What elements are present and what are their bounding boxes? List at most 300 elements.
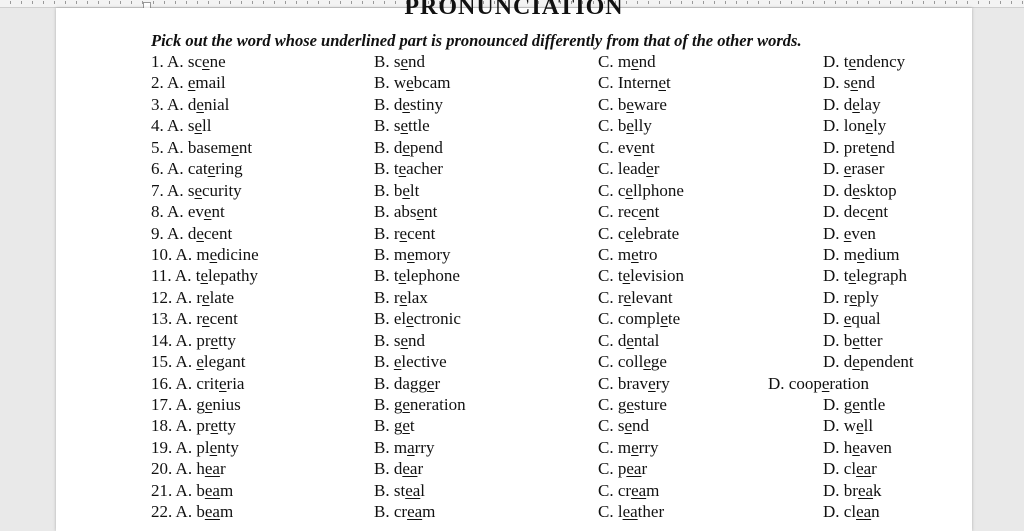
underlined-part: e — [400, 52, 409, 71]
option-label: C. — [598, 287, 618, 307]
word-part: d — [187, 94, 197, 114]
option-d — [823, 459, 877, 479]
word-part: pr — [196, 330, 211, 350]
ruler-tick — [989, 1, 990, 4]
underlined-part: e — [852, 352, 860, 372]
word-part: t — [393, 159, 399, 179]
word-part: h — [843, 437, 853, 457]
word-part: tty — [218, 330, 237, 350]
underlined-part: e — [626, 94, 634, 114]
word-part: n — [871, 502, 880, 522]
option-label: C. — [598, 159, 618, 179]
option-b — [374, 73, 451, 93]
word-part: ly — [873, 116, 887, 136]
underlined-part: e — [207, 159, 216, 179]
word-part: d — [187, 223, 197, 243]
underlined-part: e — [398, 266, 407, 286]
option-label: C. — [598, 73, 618, 93]
underlined-part: ea — [204, 502, 220, 522]
option-a — [151, 116, 211, 136]
option-label: 9. A. — [151, 223, 188, 243]
word-part: pr — [196, 416, 211, 436]
option-label: C. — [598, 266, 618, 286]
word-part: m — [219, 502, 234, 522]
underlined-part: e — [402, 94, 410, 114]
word-part: lead — [617, 159, 647, 179]
underlined-part: e — [406, 73, 414, 93]
underlined-part: e — [196, 223, 204, 243]
word-part: dicine — [217, 244, 259, 264]
word-part: ll — [863, 416, 874, 436]
option-c — [598, 95, 667, 115]
word-part: cl — [843, 502, 857, 522]
option-c — [598, 224, 679, 244]
option-b — [374, 245, 451, 265]
option-label: 19. A. — [151, 437, 197, 457]
option-d — [823, 245, 900, 265]
word-part: m — [843, 244, 858, 264]
word-part: b — [393, 180, 403, 200]
word-part: nt — [238, 137, 253, 157]
option-label: D. — [823, 223, 844, 243]
option-d — [823, 52, 905, 72]
underlined-part: e — [625, 180, 633, 200]
underlined-part: e — [848, 266, 857, 286]
underlined-part: e — [856, 416, 864, 436]
word-part: d — [843, 180, 853, 200]
option-label: D. — [823, 137, 844, 157]
option-label: 6. A. — [151, 159, 188, 179]
option-label: B. — [374, 459, 394, 479]
option-d — [823, 502, 880, 522]
option-b — [374, 266, 460, 286]
underlined-part: e — [402, 137, 410, 157]
word-part: rec — [617, 202, 639, 222]
option-b — [374, 331, 425, 351]
option-d — [823, 159, 884, 179]
option-label: C. — [598, 352, 618, 372]
option-label: B. — [374, 94, 394, 114]
word-part: ll — [202, 116, 212, 136]
word-part: brav — [617, 373, 649, 393]
word-part: lly — [633, 116, 652, 136]
word-part: nd — [632, 416, 650, 436]
underlined-part: e — [867, 202, 875, 222]
word-part: cent — [203, 223, 233, 243]
option-d — [823, 224, 876, 244]
underlined-part: e — [821, 373, 830, 393]
underlined-part: e — [187, 73, 196, 93]
word-part: ctronic — [413, 309, 461, 329]
option-label: C. — [598, 437, 618, 457]
word-part: sture — [633, 395, 667, 414]
option-a — [151, 266, 258, 286]
underlined-part: e — [870, 137, 878, 157]
underlined-part: e — [210, 330, 219, 350]
word-part: cr — [617, 480, 632, 500]
underlined-part: e — [850, 73, 858, 93]
underlined-part: e — [231, 137, 239, 157]
option-d — [823, 138, 895, 158]
option-label: D. — [823, 266, 844, 286]
option-label: C. — [598, 52, 618, 71]
option-label: D. — [823, 416, 844, 436]
option-label: 14. A. — [151, 330, 197, 350]
option-label: D. — [823, 159, 844, 179]
option-label: 20. A. — [151, 459, 197, 479]
word-part: g — [393, 395, 403, 414]
word-part: r — [196, 309, 203, 329]
underlined-part: e — [400, 330, 409, 350]
option-label: B. — [374, 330, 394, 350]
underlined-part: ea — [626, 459, 642, 479]
option-label: B. — [374, 137, 394, 157]
option-label: 12. A. — [151, 287, 197, 307]
option-c — [598, 116, 652, 136]
word-part: w — [393, 73, 407, 93]
option-label: 18. A. — [151, 416, 197, 436]
option-c — [598, 52, 656, 72]
option-label: C. — [598, 480, 618, 500]
word-part: nt — [646, 202, 660, 222]
option-label: D. — [823, 116, 844, 136]
option-label: 10. A. — [151, 244, 197, 264]
word-part: r — [393, 287, 400, 307]
word-part: nd — [877, 137, 895, 157]
underlined-part: e — [849, 287, 857, 307]
word-part: rry — [638, 437, 659, 457]
option-label: B. — [374, 309, 394, 329]
ruler-tick — [54, 1, 55, 4]
option-a — [151, 224, 232, 244]
option-label: 8. A. — [151, 202, 188, 222]
underlined-part: e — [633, 137, 642, 157]
word-part: r — [843, 287, 850, 307]
word-part: abs — [393, 202, 417, 222]
option-label: C. — [598, 373, 618, 393]
option-d — [823, 352, 914, 372]
word-part: rry — [414, 437, 435, 457]
word-part: s — [393, 116, 401, 136]
word-part: llphone — [632, 180, 684, 200]
option-label: 1. A. — [151, 52, 188, 71]
option-label: 17. A. — [151, 395, 197, 414]
option-label: D. — [823, 437, 844, 457]
word-part: cr — [393, 502, 408, 522]
word-part: cent — [209, 309, 238, 329]
option-b — [374, 138, 443, 158]
word-part: nt — [211, 202, 225, 222]
underlined-part: e — [194, 116, 203, 136]
word-part: curity — [202, 180, 242, 200]
option-label: 21. A. — [151, 480, 197, 500]
word-part: d — [843, 94, 853, 114]
underlined-part: e — [848, 52, 857, 71]
word-part: bcam — [413, 73, 451, 93]
word-part: h — [196, 459, 205, 479]
ruler-tick — [10, 1, 11, 4]
word-part: nt — [874, 202, 889, 222]
word-part: g — [617, 395, 627, 414]
word-part: c — [617, 223, 626, 243]
option-b — [374, 502, 435, 522]
underlined-part: e — [194, 180, 203, 200]
word-part: nd — [857, 73, 875, 93]
underlined-part: e — [406, 309, 414, 329]
word-part: b — [196, 480, 205, 500]
underlined-part: e — [626, 395, 634, 414]
word-part: ntal — [633, 330, 660, 350]
option-b — [374, 288, 428, 308]
option-label: C. — [598, 330, 618, 350]
underlined-part: ea — [405, 480, 421, 500]
word-part: d — [393, 459, 403, 479]
word-part: pret — [843, 137, 871, 157]
underlined-part: e — [402, 395, 410, 414]
word-part: r — [653, 159, 660, 179]
instruction-text: Pick out the word whose underlined part is pronounced differently from that of the other words. — [151, 31, 802, 50]
ruler-tick — [1022, 1, 1023, 4]
option-b — [374, 395, 466, 415]
word-part: lephone — [406, 266, 460, 286]
underlined-part: e — [622, 266, 631, 286]
word-part: lt — [409, 180, 420, 200]
option-label: D. — [823, 202, 844, 222]
option-label: 3. A. — [151, 94, 188, 114]
word-part: b — [196, 502, 205, 522]
option-b — [374, 202, 437, 222]
word-part: b — [843, 330, 853, 350]
option-c — [598, 309, 680, 329]
option-d — [823, 116, 886, 136]
word-part: sktop — [859, 180, 897, 200]
word-part: t — [393, 266, 399, 286]
option-c — [598, 459, 647, 479]
word-part: b — [617, 116, 627, 136]
word-part: ven — [851, 223, 876, 243]
option-label: C. — [598, 94, 618, 114]
option-label: B. — [374, 287, 394, 307]
option-label: B. — [374, 180, 394, 200]
option-d — [823, 266, 907, 286]
word-part: r — [417, 459, 424, 479]
underlined-part: e — [643, 352, 651, 372]
option-b — [374, 309, 461, 329]
option-label: C. — [598, 202, 618, 222]
option-label: 13. A. — [151, 309, 197, 329]
option-a — [151, 309, 238, 329]
underlined-part: e — [638, 202, 647, 222]
word-part: m — [393, 437, 408, 457]
option-label: D. — [823, 287, 844, 307]
underlined-part: e — [196, 352, 204, 372]
option-label: B. — [374, 395, 394, 414]
word-part: levant — [631, 287, 673, 307]
word-part: ry — [655, 373, 670, 393]
option-label: B. — [374, 416, 394, 436]
word-part: ware — [633, 94, 667, 114]
option-label: D. — [823, 352, 844, 372]
option-label: C. — [598, 116, 618, 136]
word-part: t — [409, 416, 415, 436]
underlined-part: e — [202, 309, 210, 329]
underlined-part: ea — [856, 502, 872, 522]
underlined-part: ea — [857, 480, 874, 500]
underlined-part: e — [625, 223, 633, 243]
document-page — [56, 0, 972, 531]
word-part: tty — [218, 416, 237, 436]
option-c — [598, 159, 659, 179]
word-part: r — [393, 223, 400, 243]
option-label: D. — [768, 373, 789, 393]
word-part: b — [617, 94, 627, 114]
underlined-part: ea — [856, 459, 872, 479]
option-label: 22. A. — [151, 502, 197, 522]
option-label: 11. A. — [151, 266, 196, 286]
option-a — [151, 159, 243, 179]
word-part: lay — [859, 94, 881, 114]
option-a — [151, 481, 233, 501]
word-part: pend — [409, 137, 443, 157]
underlined-part: e — [843, 159, 852, 179]
underlined-part: e — [393, 352, 402, 372]
underlined-part: e — [852, 330, 860, 350]
option-d — [823, 73, 875, 93]
option-b — [374, 116, 430, 136]
word-part: nt — [424, 202, 438, 222]
word-part: nty — [217, 437, 239, 457]
word-part: mory — [414, 244, 451, 264]
option-label: B. — [374, 480, 394, 500]
option-d — [823, 181, 897, 201]
word-part: stiny — [409, 94, 443, 114]
option-d — [823, 395, 885, 415]
word-part: sc — [187, 52, 203, 71]
word-part: t — [617, 266, 623, 286]
word-part: lective — [401, 352, 447, 372]
word-part: nd — [638, 52, 656, 71]
word-part: r — [871, 459, 877, 479]
word-part: t — [843, 52, 849, 71]
word-part: dec — [843, 202, 868, 222]
word-part: g — [843, 395, 853, 414]
underlined-part: ea — [204, 459, 220, 479]
underlined-part: e — [416, 202, 425, 222]
word-part: s — [187, 180, 195, 200]
option-b — [374, 352, 447, 372]
option-a — [151, 459, 226, 479]
word-part: nd — [408, 330, 426, 350]
option-a — [151, 395, 241, 415]
option-label: 7. A. — [151, 180, 188, 200]
option-a — [151, 502, 233, 522]
word-part: g — [196, 395, 205, 414]
word-part: k — [873, 480, 882, 500]
option-c — [598, 288, 673, 308]
option-b — [374, 224, 435, 244]
underlined-part: e — [843, 223, 852, 243]
underlined-part: e — [203, 202, 212, 222]
option-c — [598, 73, 671, 93]
word-part: Intern — [617, 73, 659, 93]
word-part: m — [393, 244, 408, 264]
option-a — [151, 245, 259, 265]
option-label: 4. A. — [151, 116, 188, 136]
word-part: d — [843, 352, 853, 372]
option-c — [598, 331, 659, 351]
word-part: ply — [857, 287, 879, 307]
option-label: D. — [823, 94, 844, 114]
option-d — [823, 95, 881, 115]
word-part: ndency — [856, 52, 906, 71]
option-a — [151, 288, 234, 308]
word-part: nius — [212, 395, 241, 414]
word-part: aven — [859, 437, 892, 457]
option-b — [374, 416, 415, 436]
word-part: c — [617, 180, 626, 200]
option-label: 2. A. — [151, 73, 188, 93]
word-part: pendent — [859, 352, 914, 372]
underlined-part: e — [209, 437, 218, 457]
underlined-part: e — [196, 94, 204, 114]
word-part: te — [667, 309, 681, 329]
option-d — [823, 438, 892, 458]
word-part: raser — [851, 159, 885, 179]
option-a — [151, 438, 239, 458]
underlined-part: e — [400, 116, 409, 136]
option-c — [598, 416, 649, 436]
underlined-part: e — [209, 244, 218, 264]
word-part: qual — [851, 309, 881, 329]
option-a — [151, 73, 226, 93]
underlined-part: e — [648, 373, 656, 393]
word-part: ther — [637, 502, 665, 522]
option-d — [823, 288, 879, 308]
option-a — [151, 352, 245, 372]
word-part: nd — [408, 52, 426, 71]
word-part: mail — [195, 73, 226, 93]
option-a — [151, 202, 225, 222]
option-d — [823, 202, 888, 222]
option-b — [374, 159, 443, 179]
underlined-part: e — [631, 52, 639, 71]
word-part: s — [393, 52, 401, 71]
underlined-part: a — [407, 437, 415, 457]
option-c — [598, 138, 655, 158]
underlined-part: e — [219, 373, 227, 393]
option-label: 5. A. — [151, 137, 188, 157]
underlined-part: e — [398, 159, 407, 179]
underlined-part: e — [660, 309, 668, 329]
option-label: D. — [823, 52, 844, 71]
option-label: C. — [598, 180, 618, 200]
option-label: C. — [598, 416, 618, 436]
option-a — [151, 374, 244, 394]
word-part: r — [196, 287, 203, 307]
option-label: D. — [823, 395, 844, 414]
underlined-part: ea — [402, 459, 418, 479]
underlined-part: e — [200, 266, 208, 286]
option-b — [374, 481, 425, 501]
underlined-part: e — [204, 395, 213, 414]
option-c — [598, 352, 667, 372]
ruler-tick — [43, 1, 44, 4]
option-label: B. — [374, 159, 394, 179]
option-label: D. — [823, 330, 844, 350]
option-label: B. — [374, 73, 394, 93]
option-label: B. — [374, 266, 394, 286]
word-part: m — [646, 480, 660, 500]
